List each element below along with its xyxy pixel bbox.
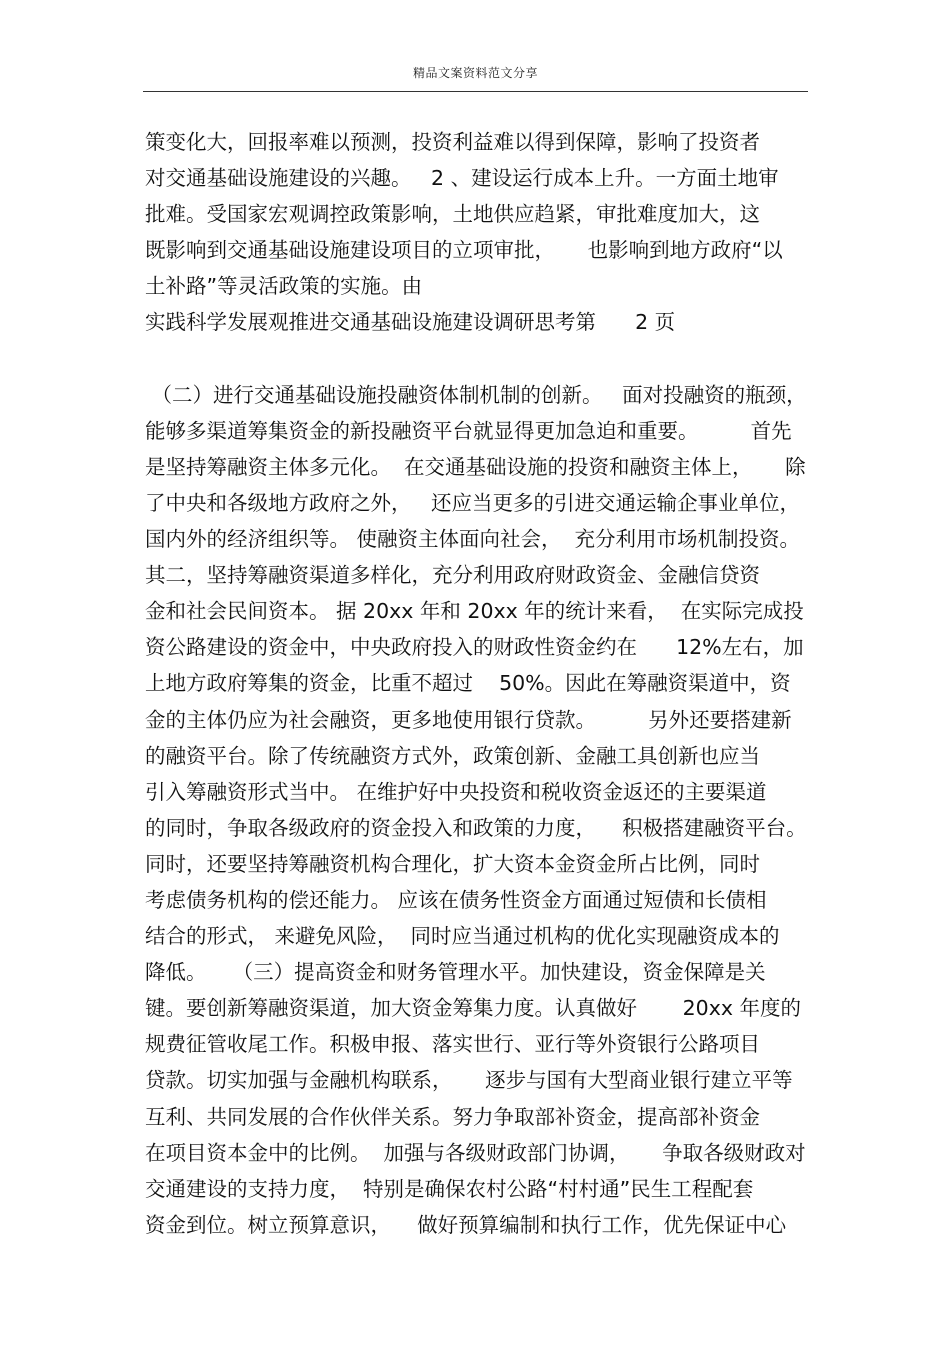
text-line: 批难。受国家宏观调控政策影响，土地供应趋紧，审批难度加大，这 xyxy=(145,202,760,227)
document-body xyxy=(145,124,815,1243)
text-line: 金和社会民间资本。 据 20xx 年和 20xx 年的统计来看， 在实际完成投 xyxy=(145,599,804,624)
page-footer-line: 实践科学发展观推进交通基础设施建设调研思考第 2 页 xyxy=(145,310,676,335)
text-line: 上地方政府筹集的资金，比重不超过 50%。因此在筹融资渠道中，资 xyxy=(145,671,791,696)
text-line: 策变化大，回报率难以预测，投资利益难以得到保障，影响了投资者 xyxy=(145,130,760,154)
text-line: 能够多渠道筹集资金的新投融资平台就显得更加急迫和重要。 首先 xyxy=(145,418,792,443)
text-line: 既影响到交通基础设施建设项目的立项审批， 也影响到地方政府“以 xyxy=(145,238,783,263)
page-header: 精品文案资料范文分享 xyxy=(412,66,538,80)
text-line: 结合的形式， 来避免风险， 同时应当通过机构的优化实现融资成本的 xyxy=(145,924,780,949)
text-line: 互利、共同发展的合作伙伴关系。努力争取部补资金，提高部补资金 xyxy=(145,1104,760,1129)
header-divider xyxy=(143,91,808,92)
text-line: 资金到位。树立预算意识， 做好预算编制和执行工作，优先保证中心 xyxy=(145,1212,787,1237)
text-line: 对交通基础设施建设的兴趣。 2 、建设运行成本上升。一方面土地审 xyxy=(145,166,779,191)
text-line: 引入筹融资形式当中。 在维护好中央投资和税收资金返还的主要渠道 xyxy=(145,779,767,804)
blank-line xyxy=(145,341,815,377)
text-line: 规费征管收尾工作。积极申报、落实世行、亚行等外资银行公路项目 xyxy=(145,1032,760,1057)
text-line: 其二，坚持筹融资渠道多样化，充分利用政府财政资金、金融信贷资 xyxy=(145,563,760,588)
text-line: 金的主体仍应为社会融资，更多地使用银行贷款。 另外还要搭建新 xyxy=(145,707,792,732)
text-line: 国内外的经济组织等。 使融资主体面向社会， 充分利用市场机制投资。 xyxy=(145,527,801,552)
text-line: 是坚持筹融资主体多元化。 在交通基础设施的投资和融资主体上， 除 xyxy=(145,454,806,479)
text-line: 降低。 （三）提高资金和财务管理水平。加快建设，资金保障是关 xyxy=(145,960,766,985)
text-line: 键。要创新筹融资渠道，加大资金筹集力度。认真做好 20xx 年度的 xyxy=(145,996,801,1021)
text-line: 土补路”等灵活政策的实施。由 xyxy=(145,274,423,299)
text-line: 了中央和各级地方政府之外， 还应当更多的引进交通运输企事业单位， xyxy=(145,490,801,515)
text-line: 的同时，争取各级政府的资金投入和政策的力度， 积极搭建融资平台。 xyxy=(145,815,807,840)
text-line: 的融资平台。除了传统融资方式外，政策创新、金融工具创新也应当 xyxy=(145,743,760,768)
text-line: 资公路建设的资金中，中央政府投入的财政性资金约在 12%左右，加 xyxy=(145,635,804,660)
text-line: 在项目资本金中的比例。 加强与各级财政部门协调， 争取各级财政对 xyxy=(145,1140,806,1165)
text-line: 考虑债务机构的偿还能力。 应该在债务性资金方面通过短债和长债相 xyxy=(145,887,767,912)
text-line: 交通建设的支持力度， 特别是确保农村公路“村村通”民生工程配套 xyxy=(145,1176,754,1201)
text-line: （二）进行交通基础设施投融资体制机制的创新。 面对投融资的瓶颈， xyxy=(145,382,807,407)
text-line: 同时，还要坚持筹融资机构合理化，扩大资本金资金所占比例，同时 xyxy=(145,851,760,876)
text-line: 贷款。切实加强与金融机构联系， 逐步与国有大型商业银行建立平等 xyxy=(145,1068,793,1093)
